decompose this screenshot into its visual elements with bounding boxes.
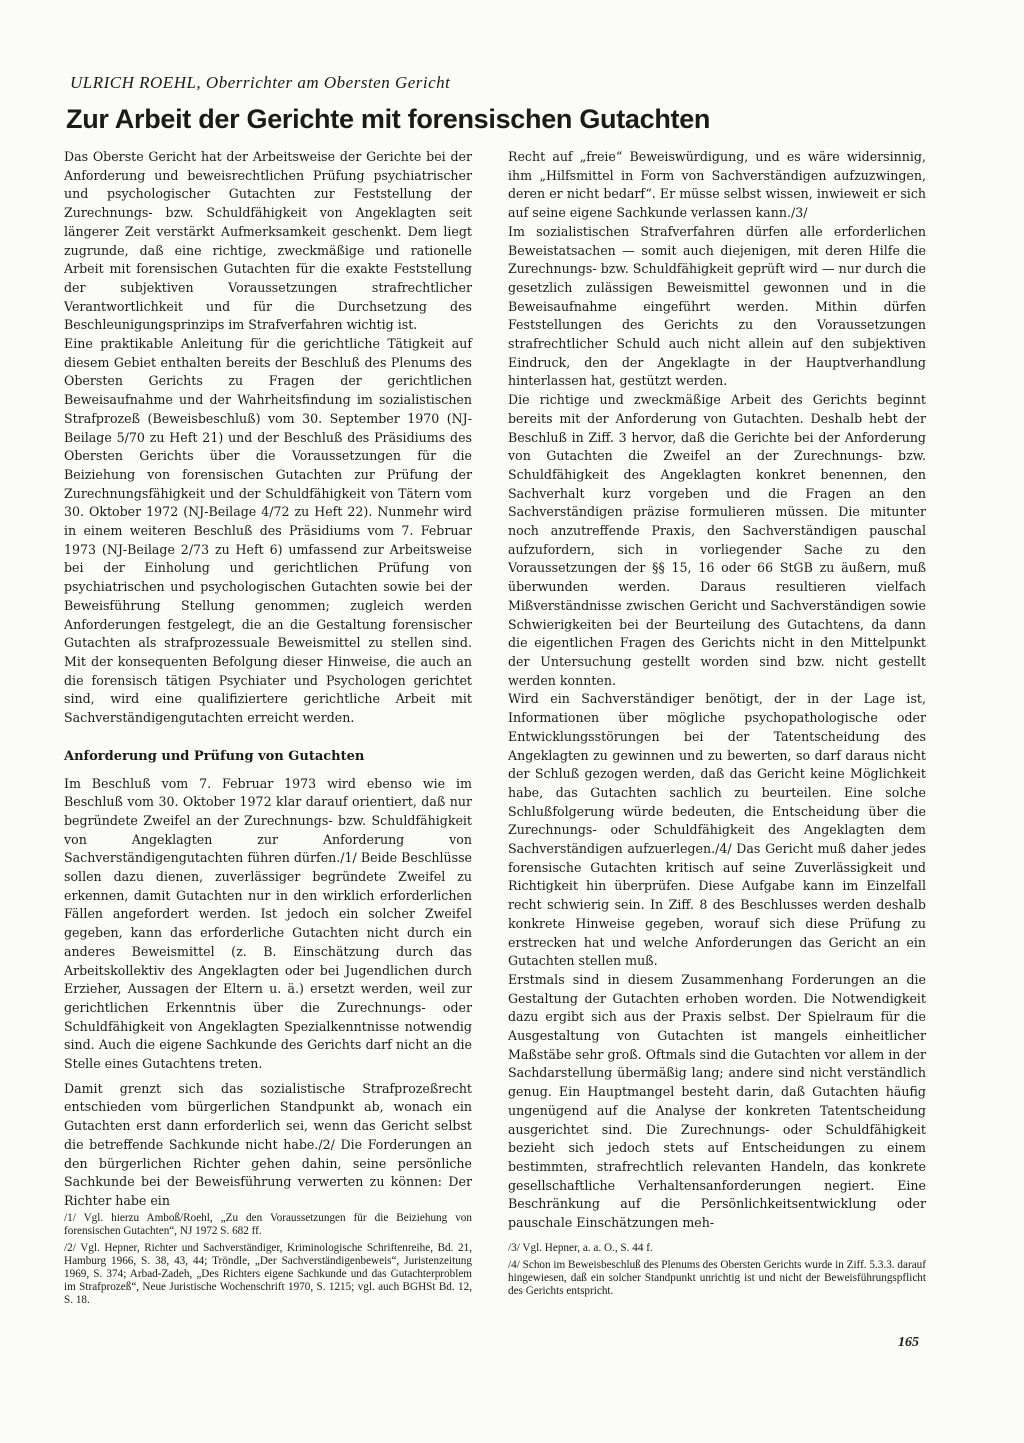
footnote: /4/ Schon im Beweisbeschluß des Plenums des Obersten Gerichts wurde in Ziff. 5.3.3. darauf hingewiesen, daß ein solcher Standpunkt unrichtig ist und nicht der Beweisführungspflicht des Gerichts entspricht. <box>508 1259 926 1297</box>
article-title: Zur Arbeit der Gerichte mit forensischen Gutachten <box>66 104 711 134</box>
paragraph: Die richtige und zweckmäßige Arbeit des Gerichts beginnt bereits mit der Anforderung von Gutachten. Deshalb hebt der Beschluß in Ziff. 3 hervor, daß die Gerichte bei der Anforderung von Gutachten die Zweifel an der Zurechnungs- bzw. Schuldfähigkeit des Angeklagten konkret benennen, den Sachverhalt kurz vorgeben und die Fragen an den Sachverständigen präzise formulieren müssen. Die mitunter noch anzutreffende Praxis, den Sachverständigen pauschal aufzufordern, sich in vorliegender Sache zu den Voraussetzungen der §§ 15, 16 oder 66 StGB zu äußern, muß überwunden werden. Daraus resultieren vielfach Mißverständnisse zwischen Gericht und Sachverständigen sowie Schwierigkeiten bei der Beurteilung des Gutachtens, da dann die eigentlichen Fragen des Gerichts nicht in den Mittelpunkt der Untersuchung gestellt worden sind bzw. nicht gestellt werden konnten. <box>508 392 926 688</box>
paragraph: Erstmals sind in diesem Zusammenhang Forderungen an die Gestaltung der Gutachten erhoben worden. Die Notwendigkeit dazu ergibt sich aus der Praxis selbst. Der Spielraum für die Ausgestaltung von Gutachten ist mangels einheitlicher Maßstäbe sehr groß. Oftmals sind die Gutachten vor allem in der Sachdarstellung übermäßig lang; andere sind nicht verständlich genug. Ein Hauptmangel besteht darin, daß Gutachten häufig ungenügend auf die Analyse der konkreten Tatentscheidung ausgerichtet sind. Die Zurechnungs- oder Schuldfähigkeit bezieht sich jedoch stets auf Entscheidungen zu einem bestimmten, strafrechtlich relevanten Handeln, das konkrete gesellschaftliche Verhaltensanforderungen negiert. Eine Beschränkung auf die Persönlichkeitsentwicklung oder pauschale Einschätzungen meh- <box>508 971 926 1231</box>
paragraph: Recht auf „freie“ Beweiswürdigung, und es wäre widersinnig, ihm „Hilfsmittel in Form von Sachverständigen aufzuzwingen, deren er nicht bedarf“. Er müsse selbst wissen, inwieweit er sich auf seine eigene Sachkunde verlassen kann./3/ <box>508 149 926 221</box>
left-column <box>64 148 472 1211</box>
paragraph: Im Beschluß vom 7. Februar 1973 wird ebenso wie im Beschluß vom 30. Oktober 1972 klar darauf orientiert, daß nur begründete Zweifel an der Zurechnungs- bzw. Schuldfähigkeit von Angeklagten zur Anforderung von Sachverständigengutachten führen dürfen./1/ Beide Beschlüsse sollen dazu dienen, zuverlässiger begründete Zweifel zu erkennen, damit Gutachten nur in den wirklich erforderlichen Fällen angefordert werden. Ist jedoch ein solcher Zweifel gegeben, kann das erforderliche Gutachten nicht durch ein anderes Beweismittel (z. B. Einschätzung durch das Arbeitskollektiv des Angeklagten oder bei Jugendlichen durch Erzieher, Aussagen der Eltern u. ä.) ersetzt werden, weil zur gerichtlichen Erkenntnis über die Zurechnungs- oder Schuldfähigkeit von Angeklagten Spezialkenntnisse notwendig sind. Auch die eigene Sachkunde des Gerichts darf nicht an die Stelle eines Gutachtens treten. <box>64 775 472 1072</box>
footnotes-right <box>508 1242 926 1302</box>
paragraph: Eine praktikable Anleitung für die gerichtliche Tätigkeit auf diesem Gebiet enthalten bereits der Beschluß des Plenums des Obersten Gerichts zu Fragen der gerichtlichen Beweisaufnahme und der Wahrheitsfindung im sozialistischen Strafprozeß (Beweisbeschluß) vom 30. September 1970 (NJ-Beilage 5/70 zu Heft 21) und der Beschluß des Präsidiums des Obersten Gerichts über die Voraussetzungen für die Beiziehung von forensischen Gutachten zur Prüfung der Zurechnungsfähigkeit und der Schuldfähigkeit von Tätern vom 30. Oktober 1972 (NJ-Beilage 4/72 zu Heft 22). Nunmehr wird in einem weiteren Beschluß des Präsidiums vom 7. Februar 1973 (NJ-Beilage 2/73 zu Heft 6) umfassend zur Arbeitsweise bei der Einholung und gerichtlichen Prüfung von psychiatrischen und psychologischen Gutachten sowie bei der Beweisführung Stellung genommen; zugleich werden Anforderungen festgelegt, die an die Gestaltung forensischer Gutachten als strafprozessuale Beweismittel zu stellen sind. Mit der konsequenten Befolgung dieser Hinweise, die auch an die forensisch tätigen Psychiater und Psychologen gerichtet sind, wird eine qualifiziertere gerichtliche Arbeit mit Sachverständigengutachten erreicht werden. <box>64 336 472 726</box>
section-heading: Anforderung und Prüfung von Gutachten <box>64 748 365 764</box>
page-number: 165 <box>898 1335 919 1350</box>
footnotes-left <box>64 1212 472 1311</box>
footnote: /1/ Vgl. hierzu Amboß/Roehl, „Zu den Voraussetzungen für die Beiziehung von forensischen Gutachten“, NJ 1972 S. 682 ff. <box>64 1212 472 1237</box>
right-column <box>508 148 926 1233</box>
author-line: ULRICH ROEHL, Oberrichter am Obersten Gericht <box>70 73 451 92</box>
footnote: /2/ Vgl. Hepner, Richter und Sachverständiger, Kriminologische Schriftenreihe, Bd. 21, Hamburg 1966, S. 38, 43, 44; Tröndle, „Der Sachverständigenbeweis“, Juristenzeitung 1969, S. 374; Arbad-Zadeh, „Des Richters eigene Sachkunde und das Gutachterproblem im Strafprozeß“, Neue Juristische Wochenschrift 1970, S. 1215; vgl. auch BGHSt Bd. 12, S. 18. <box>64 1242 472 1306</box>
paragraph: Damit grenzt sich das sozialistische Strafprozeßrecht entschieden vom bürgerlichen Standpunkt ab, wonach ein Gutachten erst dann erforderlich sei, wenn das Gericht selbst die betreffende Sachkunde nicht habe./2/ Die Forderungen an den bürgerlichen Richter gehen dahin, seine persönliche Sachkunde bei der Beweisführung verwerten zu können: Der Richter habe ein <box>64 1080 472 1208</box>
paragraph: Das Oberste Gericht hat der Arbeitsweise der Gerichte bei der Anforderung und beweisrechtlichen Prüfung psychiatrischer und psychologischer Gutachten zur Feststellung der Zurechnungs- bzw. Schuldfähigkeit von Angeklagten seit längerer Zeit verstärkt Aufmerksamkeit geschenkt. Dem liegt zugrunde, daß eine richtige, zweckmäßige und rationelle Arbeit mit forensischen Gutachten für die exakte Feststellung der subjektiven Voraussetzungen strafrechtlicher Verantwortlichkeit und für die Durchsetzung des Beschleunigungsprinzips im Strafverfahren wichtig ist. <box>64 149 472 333</box>
footnote: /3/ Vgl. Hepner, a. a. O., S. 44 f. <box>508 1242 653 1254</box>
paragraph: Wird ein Sachverständiger benötigt, der in der Lage ist, Informationen über mögliche psychopathologische oder Entwicklungsstörungen bei der Tatentscheidung des Angeklagten zu gewinnen und zu bewerten, so darf daraus nicht der Schluß gezogen werden, daß das Gericht keine Möglichkeit habe, das Gutachten sachlich zu beurteilen. Eine solche Schlußfolgerung würde bedeuten, die Entscheidung über die Zurechnungs- oder Schuldfähigkeit des Angeklagten dem Sachverständigen aufzuerlegen./4/ Das Gericht muß daher jedes forensische Gutachten kritisch auf seine Zuverlässigkeit und Richtigkeit hin überprüfen. Diese Aufgabe kann im Einzelfall recht schwierig sein. In Ziff. 8 des Beschlusses werden deshalb konkrete Hinweise gegeben, worauf sich diese Prüfung zu erstrecken hat und welche Anforderungen das Gericht an ein Gutachten stellen muß. <box>508 691 926 969</box>
paragraph: Im sozialistischen Strafverfahren dürfen alle erforderlichen Beweistatsachen — somit auch diejenigen, mit deren Hilfe die Zurechnungs- bzw. Schuldfähigkeit geprüft wird — nur durch die gesetzlich zulässigen Beweismittel gewonnen und in die Beweisaufnahme eingeführt werden. Mithin dürfen Feststellungen des Gerichts zu den Voraussetzungen strafrechtlicher Schuld auch nicht allein auf den subjektiven Eindruck, den der Angeklagte in der Hauptverhandlung hinterlassen hat, gestützt werden. <box>508 223 926 389</box>
